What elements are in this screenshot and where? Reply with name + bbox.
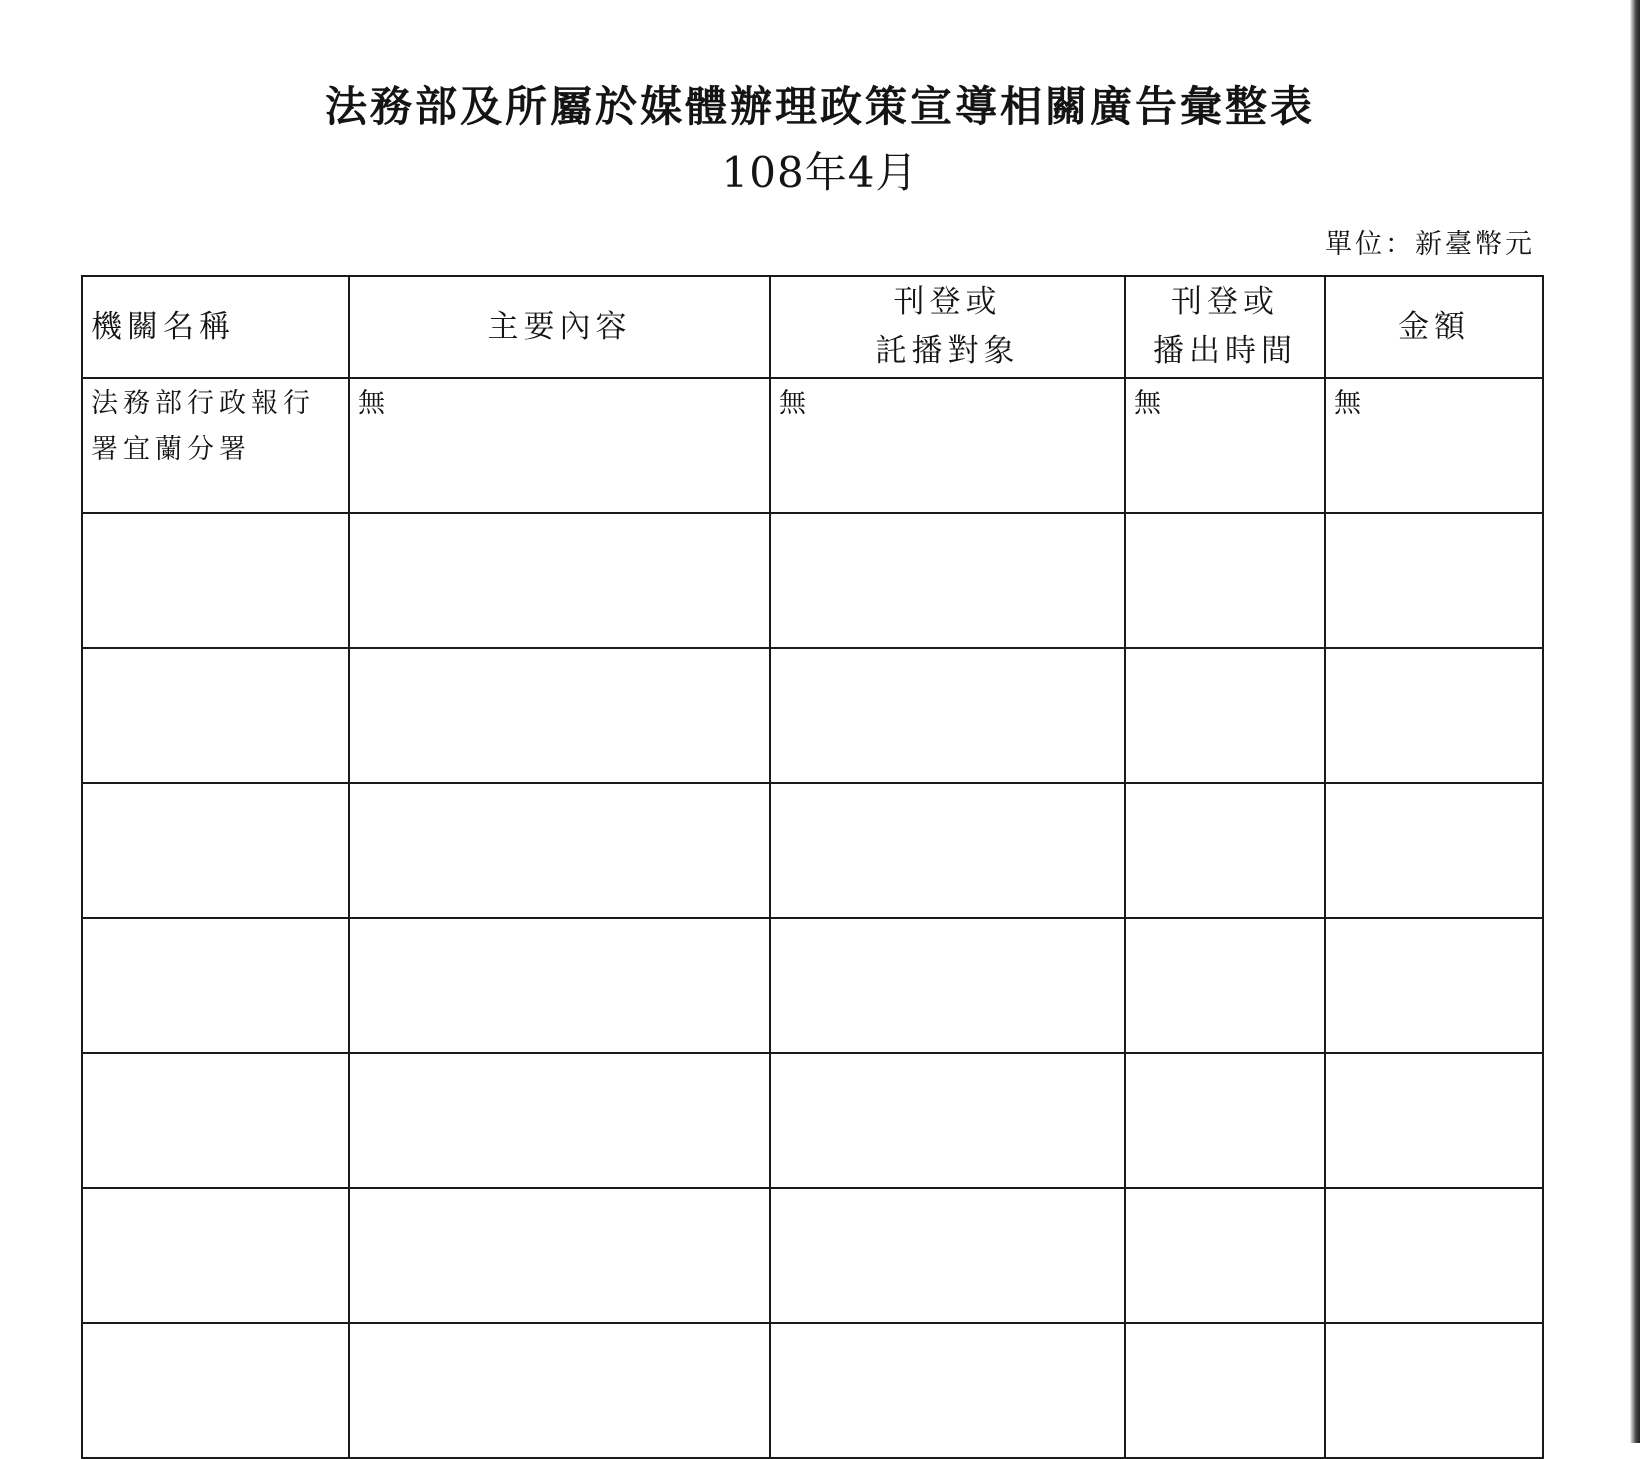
- cell-agency: [82, 378, 349, 513]
- cell-target: [770, 783, 1125, 918]
- cell-time: [1125, 513, 1325, 648]
- table-row: [82, 1188, 1543, 1323]
- cell-agency: [82, 648, 349, 783]
- cell-agency: [82, 783, 349, 918]
- cell-target: [770, 513, 1125, 648]
- cell-target: 無: [770, 378, 1125, 513]
- table-row: [82, 783, 1543, 918]
- cell-agency: [82, 918, 349, 1053]
- scan-edge: [1630, 0, 1640, 1443]
- cell-amount: [1325, 648, 1543, 783]
- cell-agency: [82, 1323, 349, 1458]
- header-target: [770, 276, 1125, 378]
- cell-time: 無: [1125, 378, 1325, 513]
- cell-amount: [1325, 1323, 1543, 1458]
- advertising-table: [81, 275, 1544, 1459]
- cell-time: [1125, 648, 1325, 783]
- cell-amount: [1325, 513, 1543, 648]
- cell-target: [770, 648, 1125, 783]
- table-header-row: [82, 276, 1543, 378]
- cell-time: [1125, 1053, 1325, 1188]
- cell-content: [349, 1053, 770, 1188]
- cell-agency: [82, 1188, 349, 1323]
- table-row: [82, 378, 1543, 513]
- cell-time: [1125, 1323, 1325, 1458]
- cell-agency-line1: 法務部行政報行: [91, 388, 315, 419]
- header-time-line1: 刊登或: [1171, 284, 1279, 320]
- cell-target: [770, 918, 1125, 1053]
- cell-content: [349, 918, 770, 1053]
- header-time-line2: 播出時間: [1153, 333, 1297, 369]
- cell-amount: [1325, 783, 1543, 918]
- document-subtitle: 108年4月: [721, 148, 919, 197]
- table-row: [82, 1323, 1543, 1458]
- table-row: [82, 648, 1543, 783]
- cell-target: [770, 1053, 1125, 1188]
- cell-amount: [1325, 1053, 1543, 1188]
- cell-amount: [1325, 1188, 1543, 1323]
- cell-content: [349, 1188, 770, 1323]
- cell-amount: 無: [1325, 378, 1543, 513]
- cell-target: [770, 1323, 1125, 1458]
- header-amount-label: 金額: [1398, 308, 1470, 345]
- header-agency-label: 機關名稱: [91, 308, 235, 345]
- cell-agency: [82, 1053, 349, 1188]
- cell-time: [1125, 918, 1325, 1053]
- table-row: [82, 918, 1543, 1053]
- header-target-line1: 刊登或: [893, 284, 1002, 320]
- table-row: [82, 1053, 1543, 1188]
- cell-content: 無: [349, 378, 770, 513]
- header-target-line2: 託播對象: [875, 333, 1020, 369]
- cell-time: [1125, 783, 1325, 918]
- cell-content: [349, 1323, 770, 1458]
- cell-content: [349, 513, 770, 648]
- header-content-label: 主要內容: [487, 308, 632, 345]
- cell-amount: [1325, 918, 1543, 1053]
- cell-agency: [82, 513, 349, 648]
- header-agency: [82, 276, 349, 378]
- cell-target: [770, 1188, 1125, 1323]
- header-time: [1125, 276, 1325, 378]
- cell-content: [349, 648, 770, 783]
- cell-agency-line2: 署宜蘭分署: [91, 434, 251, 465]
- header-content: [349, 276, 770, 378]
- cell-content: [349, 783, 770, 918]
- document-title: 法務部及所屬於媒體辦理政策宣導相關廣告彙整表: [324, 82, 1315, 131]
- header-amount: [1325, 276, 1543, 378]
- table-row: [82, 513, 1543, 648]
- currency-unit: 單位：新臺幣元: [1325, 229, 1535, 260]
- cell-time: [1125, 1188, 1325, 1323]
